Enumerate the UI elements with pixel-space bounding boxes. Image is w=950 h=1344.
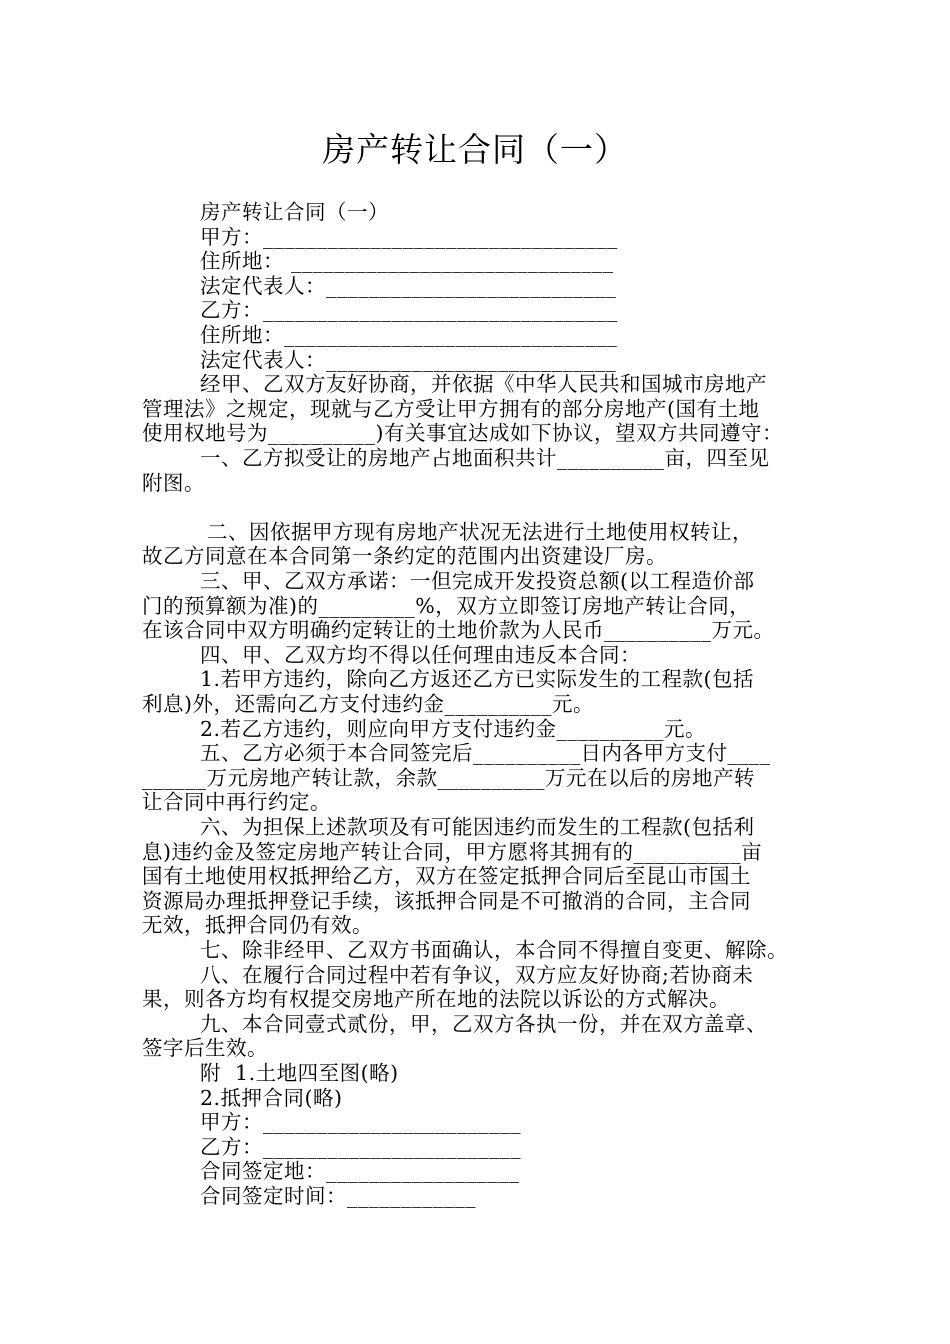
body-line: 国有土地使用权抵押给乙方，双方在签定抵押合同后至昆山市国土 [142,864,751,889]
body-line: 法定代表人：___________________________ [200,347,617,372]
body-line: 乙方：________________________ [200,1134,521,1159]
body-line: 签字后生效。 [142,1036,268,1061]
body-line: 乙方：_________________________________ [200,298,618,323]
body-line: 四、甲、乙双方均不得以任何理由违反本合同： [200,642,641,667]
body-line: 使用权地号为__________)有关事宜达成如下协议，望双方共同遵守： [142,421,783,446]
body-line: 让合同中再行约定。 [142,790,331,815]
body-line: 利息)外，还需向乙方支付违约金__________元。 [142,692,594,716]
body-line: 房产转让合同（一） [200,200,389,224]
body-line: 故乙方同意在本合同第一条约定的范围内出资建设厂房。 [142,544,667,569]
body-line: 管理法》之规定，现就与乙方受让甲方拥有的部分房地产(国有土地 [142,396,760,421]
body-line: 住所地： ______________________________ [200,249,614,274]
body-line: 附 1.土地四至图(略) [200,1061,399,1085]
body-line: 二、因依据甲方现有房地产状况无法进行土地使用权转让， [200,519,754,544]
body-line: 住所地：_______________________________ [200,323,618,347]
body-line: 果，则各方均有权提交房地产所在地的法院以诉讼的方式解决。 [142,987,730,1012]
body-line: 法定代表人：___________________________ [200,273,617,298]
body-line: 八、在履行合同过程中若有争议，双方应友好协商;若协商未 [200,962,754,987]
body-line: 1.若甲方违约，除向乙方返还乙方已实际发生的工程款(包括 [200,667,755,692]
body-line: 五、乙方必须于本合同签完后__________日内各甲方支付____ [200,741,771,766]
body-line: 在该合同中双方明确约定转让的土地价款为人民币__________万元。 [142,618,775,643]
document-title: 房产转让合同（一） [322,130,628,169]
body-line: 七、除非经甲、乙双方书面确认，本合同不得擅自变更、解除。 [200,938,788,962]
body-line: 无效，抵押合同仍有效。 [142,913,373,938]
body-line: 2.若乙方违约，则应向甲方支付违约金__________元。 [200,716,707,741]
body-line: 九、本合同壹式贰份，甲，乙双方各执一份，并在双方盖章、 [200,1011,767,1036]
body-line: 合同签定地：__________________ [200,1159,520,1184]
body-line: 息)违约金及签定房地产转让合同，甲方愿将其拥有的__________亩 [142,839,762,864]
body-line: 六、为担保上述款项及有可能因违约而发生的工程款(包括利 [200,815,755,839]
body-line: 一、乙方拟受让的房地产占地面积共计__________亩，四至见 [200,446,770,470]
body-line: 资源局办理抵押登记手续，该抵押合同是不可撤消的合同，主合同 [142,888,751,913]
body-line: 合同签定时间：____________ [200,1184,476,1208]
body-line: ______万元房地产转让款，余款__________万元在以后的房地产转 [142,765,755,790]
body-line: 甲方：________________________ [200,1110,521,1135]
body-line: 门的预算额为准)的_________%，双方立即签订房地产转让合同， [142,593,751,618]
body-line: 三、甲、乙双方承诺：一但完成开发投资总额(以工程造价部 [200,569,755,593]
body-line: 附图。 [142,470,205,495]
body-line: 经甲、乙双方友好协商，并依据《中华人民共和国城市房地产 [200,372,767,397]
body-line: 2.抵押合同(略) [200,1085,343,1110]
body-line: 甲方：_________________________________ [200,224,618,249]
